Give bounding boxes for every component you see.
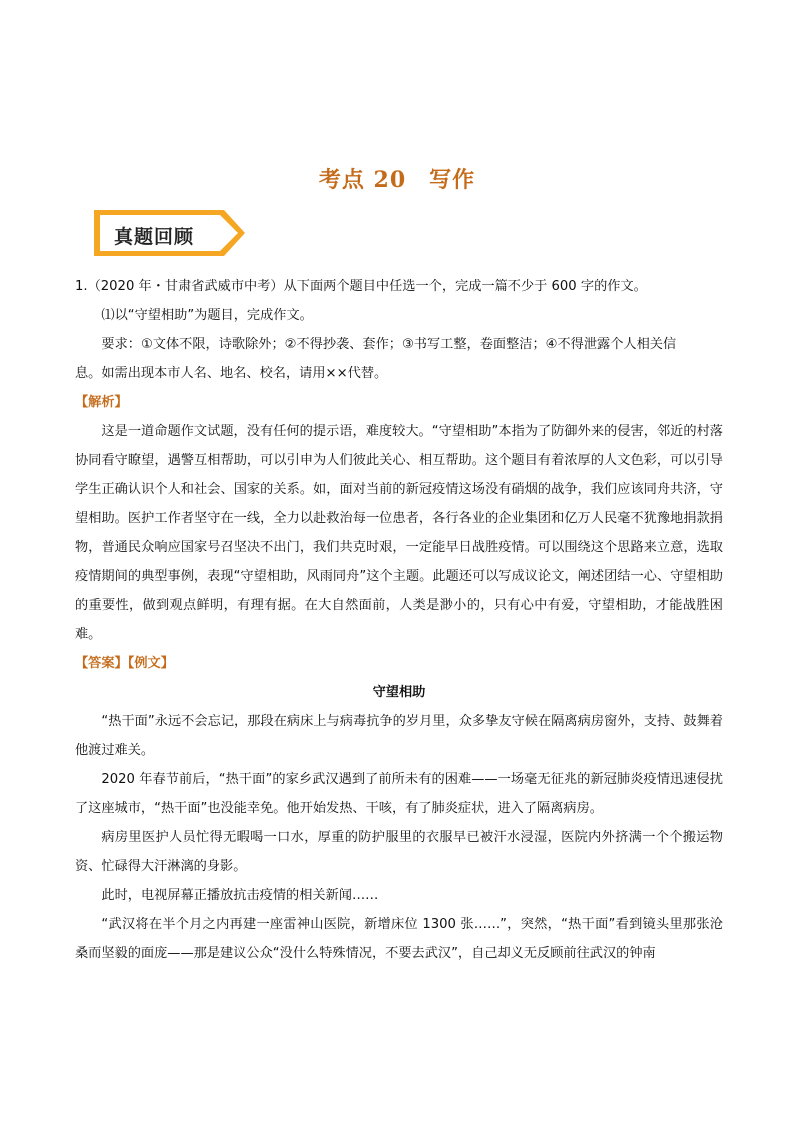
analysis-text: 这是一道命题作文试题，没有任何的提示语，难度较大。“守望相助”本指为了防御外来的侵害，邻近的村落协同看守瞭望，遇警互相帮助，可以引申为人们彼此关心、相互帮助。这个题目有着浓厚的人文色彩，可以引导学生正确认识个人和社会、国家的关系。如，面对当前的新冠疫情这场没有硝烟的战争，我们应该同舟共济，守望相助。医护工作者坚守在一线，全力以赴救治每一位患者，各行各业的企业集团和亿万人民毫不犹豫地捐款捐物，普通民众响应国家号召坚决不出门，我们共克时艰，一定能早日战胜疫情。可以围绕这个思路来立意，选取疫情期间的典型事例，表现“守望相助，风雨同舟”这个主题。此题还可以写成议论文，阐述团结一心、守望相助的重要性，做到观点鲜明，有理有据。在大自然面前，人类是渺小的，只有心中有爱，守望相助，才能战胜困难。 [75,424,723,642]
question-stem: 1.（2020 年・甘肃省武威市中考）从下面两个题目中任选一个，完成一篇不少于 600 字的作文。 [75,279,647,294]
page-title: 考点 20 写作 [318,167,476,193]
answer-tag: 【答案】【例文】 [75,656,174,671]
essay-paragraph: 此时，电视屏幕正播放抗击疫情的相关新闻…… [101,888,379,903]
essay-paragraph: “武汉将在半个月之内再建一座雷神山医院，新增床位 1300 张……”，突然，“热干面”看到镜头里那张沧桑而坚毅的面庞——那是建议公众“没什么特殊情况，不要去武汉”，自己却义无反顾前往武汉的钟南 [75,917,723,961]
question-requirements-1: 要求：①文体不限，诗歌除外；②不得抄袭、套作；③书写工整，卷面整洁；④不得泄露个人相关信 [101,337,677,352]
analysis-tag: 【解析】 [75,395,128,410]
document-body [75,272,723,968]
question-requirements-2: 息。如需出现本市人名、地名、校名，请用××代替。 [75,366,388,381]
essay-paragraph: “热干面”永远不会忘记，那段在病床上与病毒抗争的岁月里，众多挚友守候在隔离病房窗外，支持、鼓舞着他渡过难关。 [75,714,723,758]
essay-paragraph: 病房里医护人员忙得无暇喝一口水，厚重的防护服里的衣服早已被汗水浸湿，医院内外挤满一个个搬运物资、忙碌得大汗淋漓的身影。 [75,830,723,874]
section-banner [92,208,247,258]
banner-label: 真题回顾 [114,226,195,248]
question-sub: ⑴以“守望相助”为题目，完成作文。 [101,308,313,323]
essay-paragraph: 2020 年春节前后，“热干面”的家乡武汉遇到了前所未有的困难——一场毫无征兆的新冠肺炎疫情迅速侵扰了这座城市，“热干面”也没能幸免。他开始发热、干咳，有了肺炎症状，进入了隔离病房。 [75,772,723,816]
essay-title: 守望相助 [372,685,426,700]
